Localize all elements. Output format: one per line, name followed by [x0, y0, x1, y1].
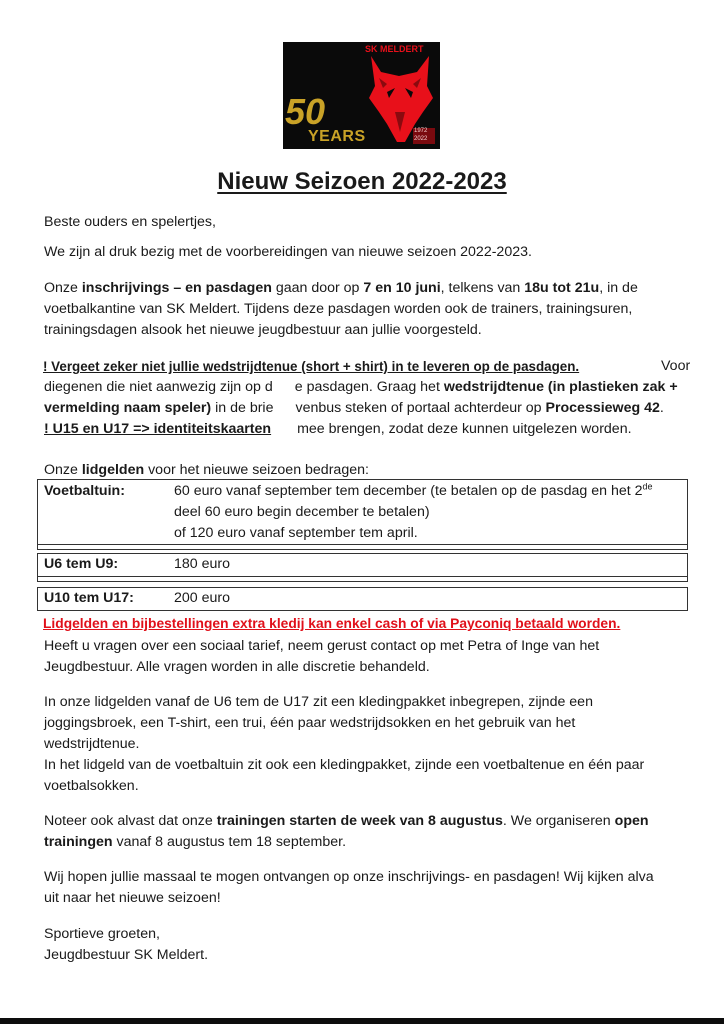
logo-fifty: 50	[285, 91, 326, 132]
fee-row-u10-u17	[37, 587, 688, 611]
fee-value-line-1: 60 euro vanaf september tem december (te betalen op de pasdag en het 2de	[174, 481, 653, 499]
reminder-line-2: diegenen die niet aanwezig zijn op d e pasdagen. Graag het wedstrijdtenue (in plastieken zak +	[44, 379, 678, 395]
fee-label: Voetbaltuin:	[44, 483, 125, 499]
closing-line-2: uit naar het nieuwe seizoen!	[44, 890, 221, 906]
fee-value-line-2: deel 60 euro begin december te betalen)	[174, 504, 430, 520]
logo-year-start: 1972	[414, 128, 428, 134]
trainings-line-1: Noteer ook alvast dat onze trainingen starten de week van 8 augustus. We organiseren open	[44, 813, 649, 829]
closing-line-1: Wij hopen jullie massaal te mogen ontvangen op onze inschrijvings- en pasdagen! Wij kijken alva	[44, 869, 654, 885]
clothing-line-5: voetbalsokken.	[44, 778, 139, 794]
greeting: Beste ouders en spelertjes,	[44, 214, 216, 230]
reminder-line-3: vermelding naam speler) in de brie venbus steken of portaal achterdeur op Processieweg 42.	[44, 400, 664, 416]
fees-intro: Onze lidgelden voor het nieuwe seizoen bedragen:	[44, 462, 369, 478]
fee-row-spacer	[37, 545, 688, 550]
payment-notice: Lidgelden en bijbestellingen extra kledij kan enkel cash of via Payconiq betaald worden.	[43, 616, 621, 631]
reminder-line-1: ! Vergeet zeker niet jullie wedstrijdtenue (short + shirt) in te leveren op de pasdagen.	[43, 359, 580, 374]
registration-line-2: voetbalkantine van SK Meldert. Tijdens deze pasdagen worden ook de trainers, trainingsuren,	[44, 301, 633, 317]
fee-label: U10 tem U17:	[44, 590, 134, 606]
reminder-line-4: ! U15 en U17 => identiteitskaarten mee brengen, zodat deze kunnen uitgelezen worden.	[44, 421, 632, 437]
intro-paragraph: We zijn al druk bezig met de voorbereidingen van nieuwe seizoen 2022-2023.	[44, 244, 532, 260]
logo-club-name: SK MELDERT	[365, 44, 424, 54]
clothing-line-1: In onze lidgelden vanaf de U6 tem de U17 zit een kledingpakket inbegrepen, zijnde een	[44, 694, 593, 710]
club-logo	[283, 42, 440, 149]
registration-line-1: Onze inschrijvings – en pasdagen gaan door op 7 en 10 juni, telkens van 18u tot 21u, in de	[44, 280, 638, 296]
fee-row-spacer	[37, 577, 688, 582]
reminder-line-1-tail: Voor	[661, 358, 691, 374]
logo-years: YEARS	[308, 128, 366, 145]
signoff-line-2: Jeugdbestuur SK Meldert.	[44, 947, 209, 963]
fee-value: 180 euro	[174, 556, 231, 572]
social-line-1: Heeft u vragen over een sociaal tarief, neem gerust contact op met Petra of Inge van het	[44, 638, 600, 654]
fee-row-voetbaltuin	[37, 479, 688, 545]
signoff-line-1: Sportieve groeten,	[44, 926, 160, 942]
bottom-edge-bar	[0, 1018, 724, 1024]
clothing-line-3: wedstrijdtenue.	[44, 736, 140, 752]
logo-year-end: 2022	[414, 136, 428, 142]
fee-value-line-3: of 120 euro vanaf september tem april.	[174, 525, 418, 541]
fee-label: U6 tem U9:	[44, 556, 119, 572]
registration-line-3: trainingsdagen alsook het nieuwe jeugdbestuur aan jullie voorgesteld.	[44, 322, 482, 338]
fee-row-u6-u9	[37, 553, 688, 577]
fee-value: 200 euro	[174, 590, 231, 606]
social-line-2: Jeugdbestuur. Alle vragen worden in alle discretie behandeld.	[44, 659, 430, 675]
clothing-line-2: joggingsbroek, een T-shirt, een trui, één paar wedstrijdsokken en het gebruik van het	[44, 715, 576, 731]
page-title: Nieuw Seizoen 2022-2023	[217, 168, 507, 195]
trainings-line-2: trainingen vanaf 8 augustus tem 18 september.	[44, 834, 347, 850]
clothing-line-4: In het lidgeld van de voetbaltuin zit ook een kledingpakket, zijnde een voetbaltenue en één paar	[44, 757, 645, 773]
